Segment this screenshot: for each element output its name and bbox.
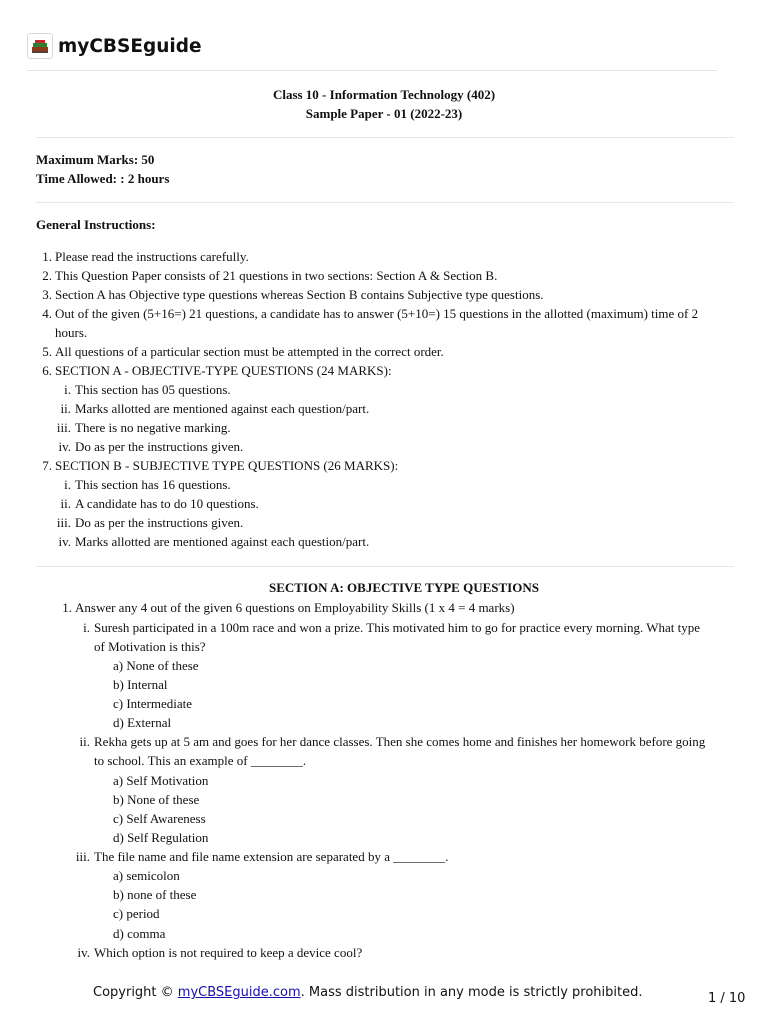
books-icon	[27, 33, 53, 59]
option-item: d) External	[113, 715, 172, 730]
divider	[36, 566, 734, 567]
option-item: b) Internal	[113, 677, 168, 692]
instructions-heading: General Instructions:	[36, 217, 156, 232]
option-item: c) period	[113, 906, 160, 921]
max-marks: Maximum Marks: 50	[36, 152, 155, 167]
site-link[interactable]: myCBSEguide.com	[177, 985, 301, 1000]
divider	[36, 202, 734, 203]
divider	[36, 137, 734, 138]
header-divider	[27, 70, 717, 71]
option-item: a) None of these	[113, 658, 199, 673]
sub-question-continued: of Motivation is this?	[94, 639, 206, 654]
paper-subtitle: Sample Paper - 01 (2022-23)	[305, 106, 463, 121]
instruction-item-continued: hours.	[55, 325, 88, 340]
option-item: b) None of these	[113, 792, 200, 807]
section-a-heading: SECTION A: OBJECTIVE TYPE QUESTIONS	[269, 580, 539, 595]
paper-title: Class 10 - Information Technology (402)	[272, 87, 496, 102]
time-allowed: Time Allowed: : 2 hours	[36, 171, 170, 186]
option-item: a) semicolon	[113, 868, 180, 883]
option-item: c) Self Awareness	[113, 811, 206, 826]
option-item: d) Self Regulation	[113, 830, 209, 845]
option-item: b) none of these	[113, 887, 197, 902]
copyright-footer: Copyright © myCBSEguide.com. Mass distribution in any mode is strictly prohibited.	[93, 985, 643, 1000]
option-item: c) Intermediate	[113, 696, 193, 711]
brand-name: myCBSEguide	[58, 35, 202, 57]
option-item: a) Self Motivation	[113, 773, 209, 788]
brand-logo[interactable]	[27, 33, 202, 59]
sub-question-continued: to school. This an example of ________.	[94, 753, 307, 768]
option-item: d) comma	[113, 926, 166, 941]
page-number: 1 / 10	[708, 991, 746, 1006]
